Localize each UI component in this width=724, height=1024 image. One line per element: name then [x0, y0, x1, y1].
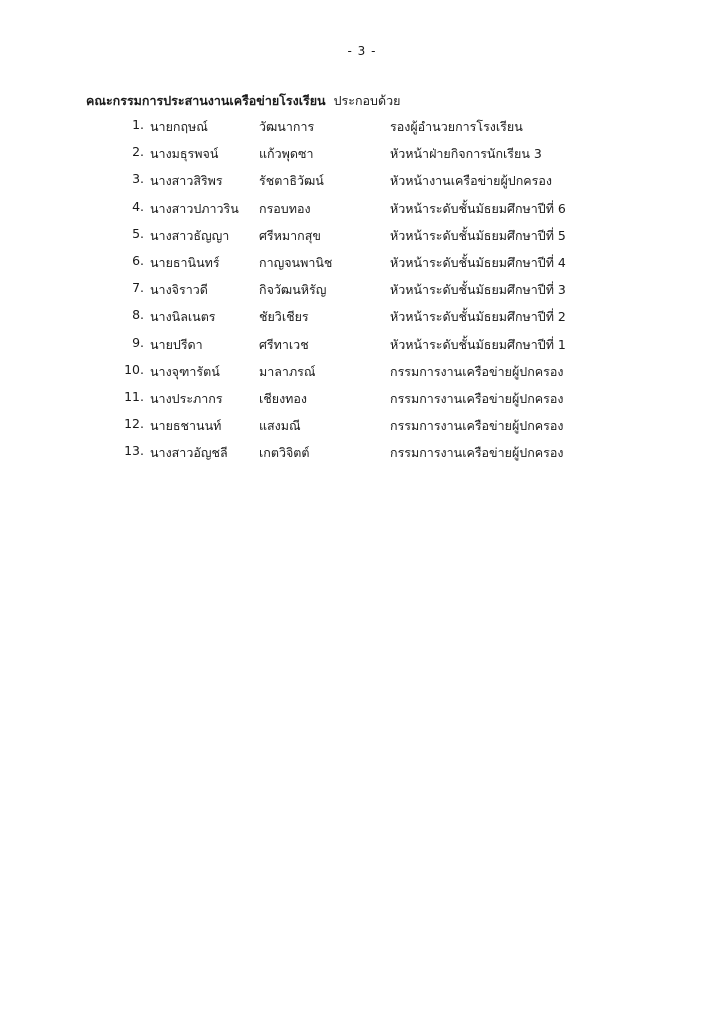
member-number: 13.: [124, 443, 144, 459]
member-last-name: ศรีทาเวช: [259, 336, 309, 352]
member-number: 5.: [132, 225, 144, 241]
member-first-name: นางสาวปภาวริน: [150, 200, 239, 216]
list-item: [0, 280, 724, 307]
member-number: 3.: [132, 171, 144, 187]
list-item: [0, 362, 724, 389]
member-last-name: กรอบทอง: [259, 200, 311, 216]
member-last-name: เชียงทอง: [259, 390, 308, 406]
member-number: 11.: [124, 388, 144, 404]
list-item: [0, 335, 724, 362]
list-item: [0, 253, 724, 280]
member-number: 12.: [124, 416, 144, 432]
member-first-name: นางจิราวดี: [150, 282, 208, 298]
member-number: 4.: [132, 198, 144, 214]
member-position: กรรมการงานเครือข่ายผู้ปกครอง: [390, 445, 564, 461]
member-last-name: วัฒนาการ: [259, 119, 315, 134]
list-item: [0, 389, 724, 416]
member-last-name: มาลาภรณ์: [259, 363, 316, 379]
member-position: หัวหน้าระดับชั้นมัธยมศึกษาปีที่ 2: [390, 309, 566, 325]
member-first-name: นางสาวอัญชลี: [150, 445, 228, 461]
committee-heading: [86, 91, 400, 111]
list-item: [0, 416, 724, 443]
committee-title-suffix: ประกอบด้วย: [333, 93, 401, 108]
member-position: หัวหน้าระดับชั้นมัธยมศึกษาปีที่ 1: [390, 336, 566, 352]
member-position: หัวหน้าระดับชั้นมัธยมศึกษาปีที่ 5: [390, 227, 566, 243]
member-first-name: นางมธุรพจน์: [150, 146, 219, 162]
list-item: [0, 226, 724, 253]
list-item: [0, 199, 724, 226]
committee-title: คณะกรรมการประสานงานเครือข่ายโรงเรียน: [86, 93, 326, 108]
member-last-name: แสงมณี: [259, 418, 301, 434]
member-number: 10.: [124, 361, 144, 377]
member-list: [0, 117, 724, 470]
member-last-name: รัชตาธิวัฒน์: [259, 173, 324, 189]
member-number: 2.: [132, 144, 144, 160]
member-last-name: ศรีหมากสุข: [259, 227, 321, 243]
member-position: หัวหน้าระดับชั้นมัธยมศึกษาปีที่ 6: [390, 200, 566, 216]
member-position: รองผู้อำนวยการโรงเรียน: [390, 119, 523, 134]
member-position: หัวหน้าระดับชั้นมัธยมศึกษาปีที่ 4: [390, 254, 566, 270]
member-first-name: นางประภากร: [150, 390, 223, 406]
member-number: 6.: [132, 252, 144, 268]
list-item: [0, 117, 724, 144]
member-position: หัวหน้างานเครือข่ายผู้ปกครอง: [390, 173, 552, 189]
member-position: กรรมการงานเครือข่ายผู้ปกครอง: [390, 363, 564, 379]
list-item: [0, 144, 724, 171]
member-number: 1.: [132, 117, 144, 132]
member-position: กรรมการงานเครือข่ายผู้ปกครอง: [390, 390, 564, 406]
member-position: กรรมการงานเครือข่ายผู้ปกครอง: [390, 418, 564, 434]
member-last-name: เกตวิจิตต์: [259, 445, 310, 461]
list-item: [0, 443, 724, 470]
member-first-name: นายธชานนท์: [150, 418, 222, 434]
member-number: 9.: [132, 334, 144, 350]
member-position: หัวหน้าระดับชั้นมัธยมศึกษาปีที่ 3: [390, 282, 566, 298]
list-item: [0, 171, 724, 198]
member-number: 8.: [132, 307, 144, 323]
page-number: - 3 -: [347, 44, 377, 58]
list-item: [0, 307, 724, 334]
member-first-name: นายกฤษณ์: [150, 119, 208, 134]
member-first-name: นางสาวสิริพร: [150, 173, 223, 189]
member-last-name: ชัยวิเชียร: [259, 309, 309, 325]
member-first-name: นายธานินทร์: [150, 254, 220, 270]
member-last-name: แก้วพุดซา: [259, 146, 314, 162]
member-first-name: นางสาวธัญญา: [150, 227, 230, 243]
member-first-name: นายปรีดา: [150, 336, 203, 352]
member-last-name: กาญจนพานิช: [259, 254, 333, 270]
member-last-name: กิจวัฒนหิรัญ: [259, 282, 327, 298]
member-position: หัวหน้าฝ่ายกิจการนักเรียน 3: [390, 146, 542, 162]
member-first-name: นางจุฑารัตน์: [150, 363, 220, 379]
member-first-name: นางนิลเนตร: [150, 309, 216, 325]
member-number: 7.: [132, 280, 144, 296]
